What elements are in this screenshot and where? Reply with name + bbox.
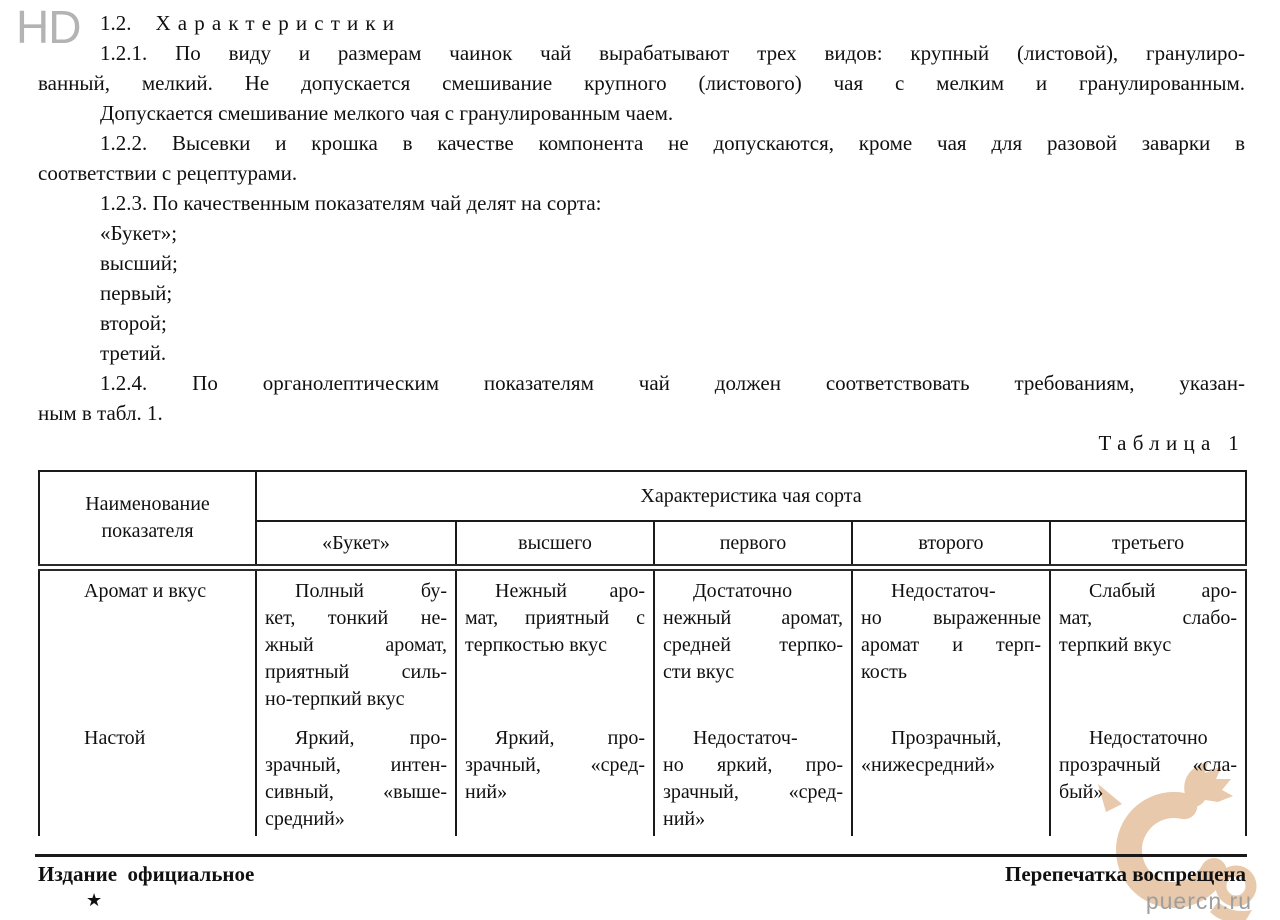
footer-reprint-label: Перепечатка воспрещена (1005, 862, 1246, 886)
paragraph-dopuskaetsya: Допускается смешивание мелкого чая с гранулированным чаем. (100, 101, 674, 125)
paragraph-1-2-4: 1.2.4. По органолептическим показателям чай должен соответствовать требованиям, указан- ным в табл. 1. (38, 371, 1245, 425)
header-grade-vysshego: высшего (456, 521, 654, 568)
hd-logo: HD (16, 1, 81, 53)
row-label-nastoy: Настой (84, 726, 146, 749)
cell-nastoy-pervogo: Недостаточ- но яркий, про- зрачный, «сред- ний» (654, 718, 852, 836)
grade-list-item-buket: «Букет»; (100, 221, 178, 245)
table-row-nastoy (39, 718, 1246, 836)
row-label-aromat: Аромат и вкус (84, 580, 207, 602)
header-name-column: Наименование показателя (39, 471, 256, 568)
header-group-characteristic: Характеристика чая сорта (256, 471, 1246, 521)
cell-aromat-tretego: Слабый аро- мат, слабо- терпкий вкус (1050, 568, 1246, 718)
tea-characteristics-table (38, 470, 1247, 836)
cell-nastoy-buket: Яркий, про- зрачный, интен- сивный, «выше- средний» (256, 718, 456, 836)
header-grade-vtorogo: второго (852, 521, 1050, 568)
table-caption: Таблица 1 (1098, 431, 1245, 455)
paragraph-1-2-2: 1.2.2. Высевки и крошка в качестве компонента не допускаются, кроме чая для разовой заварки в соответствии с рецептурами. (38, 131, 1245, 185)
table-header-row-1 (39, 471, 1246, 521)
header-grade-pervogo: первого (654, 521, 852, 568)
table-row-aromat (39, 568, 1246, 718)
cell-nastoy-vtorogo: Прозрачный, «нижесредний» (852, 718, 1050, 836)
cell-nastoy-vysshego: Яркий, про- зрачный, «сред- ний» (456, 718, 654, 836)
cell-aromat-pervogo: Достаточно нежный аромат, средней терпко- сти вкус (654, 568, 852, 718)
header-grade-tretego: третьего (1050, 521, 1246, 568)
footer-edition-label: Издание официальное (38, 862, 255, 886)
cell-nastoy-tretego: Недостаточно прозрачный «сла- бый» (1050, 718, 1246, 836)
cell-aromat-vtorogo: Недостаточ- но выраженные аромат и терп- кость (852, 568, 1050, 718)
section-title: Характеристики (155, 11, 402, 35)
section-heading (38, 8, 1245, 38)
section-number: 1.2. (100, 11, 132, 35)
paragraph-1-2-3: 1.2.3. По качественным показателям чай делят на сорта: (100, 191, 602, 215)
grade-list-item-pervyy: первый; (100, 281, 173, 305)
header-grade-buket: «Букет» (256, 521, 456, 568)
star-icon: ★ (86, 890, 103, 910)
grade-list-item-vysshiy: высший; (100, 251, 178, 275)
cell-aromat-vysshego: Нежный аро- мат, приятный с терпкостью вкус (456, 568, 654, 718)
paragraph-1-2-1: 1.2.1. По виду и размерам чаинок чай вырабатывают трех видов: крупный (листовой), гранулиро- ванный, мелкий. Не допускается смешивание крупного (листового) чая с мелким и гранулированным. (38, 41, 1245, 95)
grade-list-item-vtoroy: второй; (100, 311, 167, 335)
document-body (38, 8, 1245, 458)
footer-divider (35, 854, 1247, 857)
grade-list-item-tretiy: третий. (100, 341, 167, 365)
cell-aromat-buket: Полный бу- кет, тонкий не- жный аромат, приятный силь- но-терпкий вкус (256, 568, 456, 718)
watermark-site-label: puercn.ru (1145, 888, 1252, 914)
